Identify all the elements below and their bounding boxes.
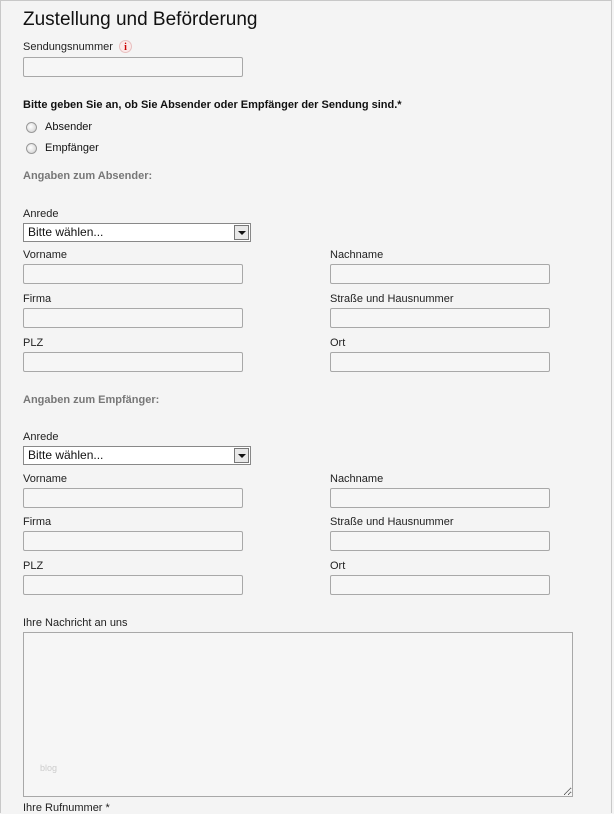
sender-plz-input[interactable]	[23, 352, 243, 372]
sender-vorname-label: Vorname	[23, 249, 68, 261]
role-question: Bitte geben Sie an, ob Sie Absender oder Empfänger der Sendung sind.*	[23, 99, 402, 111]
page-title: Zustellung und Beförderung	[23, 9, 258, 30]
recipient-plz-label: PLZ	[23, 560, 44, 572]
phone-label: Ihre Rufnummer *	[23, 802, 110, 814]
sender-nachname-input[interactable]	[330, 264, 550, 284]
info-icon[interactable]: i	[119, 40, 132, 53]
recipient-firma-input[interactable]	[23, 531, 243, 551]
sender-plz-label: PLZ	[23, 337, 44, 349]
sender-vorname-input[interactable]	[23, 264, 243, 284]
sender-ort-label: Ort	[330, 337, 346, 349]
recipient-ort-input[interactable]	[330, 575, 550, 595]
sender-firma-label: Firma	[23, 293, 52, 305]
recipient-anrede-label: Anrede	[23, 431, 59, 443]
recipient-vorname-input[interactable]	[23, 488, 243, 508]
recipient-heading: Angaben zum Empfänger:	[23, 394, 160, 406]
recipient-ort-label: Ort	[330, 560, 346, 572]
chevron-down-icon[interactable]	[234, 225, 249, 240]
chevron-down-icon[interactable]	[234, 448, 249, 463]
recipient-vorname-label: Vorname	[23, 473, 68, 485]
sender-nachname-label: Nachname	[330, 249, 384, 261]
recipient-nachname-label: Nachname	[330, 473, 384, 485]
sender-ort-input[interactable]	[330, 352, 550, 372]
recipient-strasse-label: Straße und Hausnummer	[330, 516, 454, 528]
recipient-firma-label: Firma	[23, 516, 52, 528]
radio-empfaenger[interactable]	[26, 143, 37, 154]
sender-anrede-value: Bitte wählen...	[28, 225, 104, 239]
tracking-label: Sendungsnummer	[23, 41, 113, 53]
sender-firma-input[interactable]	[23, 308, 243, 328]
radio-absender[interactable]	[26, 122, 37, 133]
recipient-anrede-value: Bitte wählen...	[28, 448, 104, 462]
recipient-strasse-input[interactable]	[330, 531, 550, 551]
radio-absender-label: Absender	[45, 121, 93, 133]
message-label: Ihre Nachricht an uns	[23, 617, 128, 629]
sender-strasse-input[interactable]	[330, 308, 550, 328]
watermark: blog	[40, 763, 58, 773]
message-textarea[interactable]	[23, 632, 573, 797]
recipient-nachname-input[interactable]	[330, 488, 550, 508]
tracking-input[interactable]	[23, 57, 243, 77]
recipient-anrede-select[interactable]	[23, 446, 251, 465]
sender-strasse-label: Straße und Hausnummer	[330, 293, 454, 305]
sender-anrede-label: Anrede	[23, 208, 59, 220]
sender-anrede-select[interactable]	[23, 223, 251, 242]
sender-heading: Angaben zum Absender:	[23, 170, 153, 182]
recipient-plz-input[interactable]	[23, 575, 243, 595]
radio-empfaenger-label: Empfänger	[45, 142, 99, 154]
